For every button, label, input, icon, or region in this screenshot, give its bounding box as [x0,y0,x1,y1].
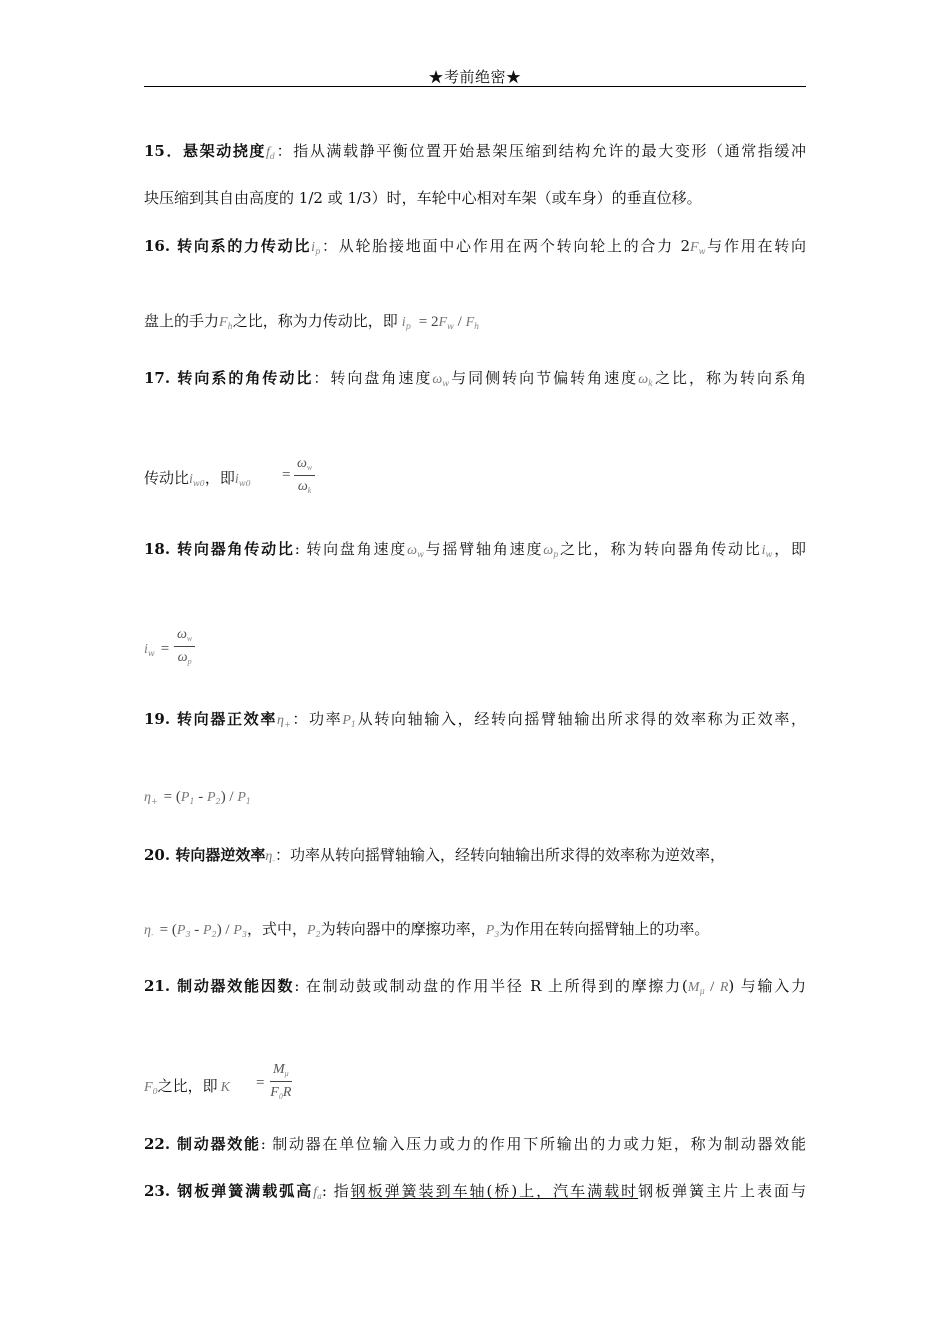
page-header: ★考前绝密★ [428,68,522,86]
def-17-line-1 [144,368,806,394]
symbol: i [311,240,316,255]
formula-op: / [453,314,466,330]
def-19-line-1 [144,709,806,735]
formula-symbol: K [220,1080,231,1095]
symbol: F [690,240,699,255]
symbol: f [313,1185,318,1200]
def-18-text: ，即 [772,540,806,558]
formula-symbol: P [180,790,190,805]
symbol-sub: k [648,379,653,388]
header-rule [144,86,806,87]
formula-sub: 3 [241,930,248,939]
symbol-sub: 0 [152,1087,158,1096]
def-21-text: 之比，即 [157,1077,218,1095]
symbol-sub: w [442,379,450,388]
def-23-term: 23. 钢板弹簧满载弧高 [144,1182,314,1200]
fraction-denominator: ω [297,479,308,494]
def-17-line-2 [144,468,284,494]
fraction-denominator-sub: 0 [278,1092,283,1101]
def-17-text: 传动比 [144,469,190,487]
fraction-numerator: M [273,1062,285,1077]
formula-symbol: P [237,790,246,805]
formula-eq: = 2 [418,314,439,330]
fraction-denominator: ω [177,650,188,665]
formula-symbol: P [207,790,216,805]
formula-op: - [190,922,204,938]
def-20-text: ：功率从转向摇臂轴输入，经转向轴输出所求得的效率称为逆效率， [274,846,725,864]
def-19-text: 从转向轴输入，经转向摇臂轴输出所求得的效率称为正效率， [355,710,806,728]
formula-eq: = [160,641,170,657]
symbol: P [342,713,351,728]
symbol-sub: a [317,1192,322,1201]
def-18-line-1 [144,539,806,565]
formula-symbol: F [438,315,448,330]
formula-eq: = [282,467,291,483]
formula-sub: h [474,322,480,331]
symbol: P [485,923,495,938]
def-20-text: 为转向器中的摩擦功率， [320,920,486,938]
def-22-line [144,1134,806,1154]
symbol-sub: + [283,720,291,729]
formula-symbol: i [401,315,406,330]
def-16-line-2 [144,311,806,337]
def-15-line-2: 块压缩到其自由高度的 1/2 或 1/3）时，车轮中心相对车架（或车身）的垂直位移。 [144,189,702,207]
def-15-line-1 [144,141,806,167]
symbol-sub: w [417,550,424,559]
formula-op: = ( [159,922,177,938]
def-21-text: : 在制动鼓或制动盘的作用半径 R 上所得到的摩擦力( [294,977,688,995]
symbol: i [189,472,193,487]
formula-symbol: P [233,923,242,938]
def-21-term: 21. 制动器效能因数 [144,977,295,995]
symbol-sub: w [698,247,706,256]
formula-sub: p [405,322,411,331]
def-20-text: ，式中， [247,920,308,938]
fraction-denominator-sub: k [307,486,312,495]
symbol-sub: 3 [494,930,500,939]
symbol: R [719,980,729,995]
formula-sub: - [150,930,154,939]
formula-op: = ( [163,789,181,805]
symbol-sub: p [315,247,321,256]
symbol: P [307,923,316,938]
formula-sub: 1 [245,797,252,806]
formula-sub: w0 [238,479,251,488]
formula-symbol: i [234,472,239,487]
def-16-line-1 [144,236,806,262]
symbol-sub: 1 [350,720,356,729]
def-17-term: 17. 转向系的角传动比 [144,369,314,387]
def-18-text: 之比，称为转向器角传动比 [558,540,762,558]
formula-symbol: F [465,315,475,330]
formula-sub: 3 [185,930,191,939]
def-17-text: ，即 [204,469,235,487]
symbol: i [761,543,766,558]
def-17-text: ：转向盘角速度 [313,369,433,387]
formula-symbol: η [144,923,151,938]
formula-eq: = [256,1075,265,1091]
def-18-text: : 转向盘角速度 [294,540,408,558]
formula-op: / [704,979,720,995]
def-20-line-1 [144,845,806,871]
def-23-text: 钢板弹簧主片上表面与 [638,1182,806,1200]
def-16-text: ：从轮胎接地面中心作用在两个转向轮上的合力 2 [320,237,690,255]
def-23-line [144,1181,806,1207]
formula-sub: + [150,797,158,806]
formula-symbol: P [176,923,186,938]
def-23-underlined-text: 钢板弹簧装到车轴(桥)上，汽车满载时 [350,1182,639,1200]
formula-symbol: i [144,642,148,657]
fraction-denominator-sub: p [187,657,192,666]
def-16-text: 盘上的手力 [144,312,220,330]
symbol-sub: μ [699,987,705,996]
def-22-term: 22. 制动器效能 [144,1135,261,1153]
fraction-numerator-sub: w [186,634,193,643]
def-19-text: ：功率 [290,710,343,728]
def-17-text: 之比，称为转向系角 [652,369,806,387]
symbol-sub: w0 [192,479,205,488]
formula-sub: 2 [215,797,221,806]
def-15-term: 15．悬架动挠度 [144,142,267,160]
symbol-sub: w [765,550,773,559]
def-18-term: 18. 转向器角传动比 [144,540,295,558]
fraction-numerator-sub: w [306,463,313,472]
formula-symbol: P [203,923,212,938]
symbol-sub: 2 [315,930,321,939]
formula-sub: 2 [211,930,217,939]
formula-op: ) / [220,789,238,805]
def-19-term: 19. 转向器正效率 [144,710,277,728]
symbol-sub: h [227,322,233,331]
symbol-sub: d [269,152,276,161]
def-21-line-1 [144,976,806,1002]
symbol-sub: - [272,856,275,865]
formula-sub: w [147,649,155,658]
fraction-denominator: R [282,1085,292,1100]
def-19-line-2 [144,786,806,812]
def-16-term: 16. 转向系的力传动比 [144,237,312,255]
symbol-sub: p [553,550,559,559]
fraction-omega-w-over-omega-k [294,456,315,495]
def-17-text: 与同侧转向节偏转角速度 [449,369,639,387]
formula-op: ) / [216,922,234,938]
symbol: ω [407,543,417,558]
symbol: ω [432,372,443,387]
def-16-text: 之比，称为力传动比，即 [232,312,398,330]
fraction-numerator: ω [177,627,187,642]
def-20-term: 20. 转向器逆效率 [144,846,266,864]
def-18-text: 与摇臂轴角速度 [423,540,544,558]
def-15-text: ：指从满载静平衡位置开始悬架压缩到结构允许的最大变形（通常指缓冲 [275,142,806,160]
def-21-text: ) 与输入力 [728,977,807,995]
def-23-text: : 指 [321,1182,351,1200]
fraction-omega-w-over-omega-p [174,627,195,666]
symbol: ω [543,543,554,558]
symbol: η [277,713,284,728]
def-20-text: 为作用在转向摇臂轴上的功率。 [499,920,710,938]
formula-symbol: η [144,790,151,805]
fraction-numerator-sub: μ [284,1069,289,1078]
formula-sub: w [447,322,454,331]
symbol: F [144,1080,153,1095]
symbol: η [265,849,273,864]
symbol: F [219,315,228,330]
formula-op: - [194,789,208,805]
fraction-numerator: ω [297,456,307,471]
def-22-text: : 制动器在单位输入压力或力的作用下所输出的力或力矩，称为制动器效能 [260,1135,806,1153]
def-16-text: 与作用在转向 [705,237,806,255]
symbol: ω [638,372,649,387]
def-20-line-2 [144,919,806,945]
formula-sub: 1 [189,797,195,806]
symbol: f [266,145,270,160]
fraction-M-mu-over-F0-R [270,1062,292,1101]
symbol: M [687,980,700,995]
fraction-denominator: F [270,1085,279,1100]
